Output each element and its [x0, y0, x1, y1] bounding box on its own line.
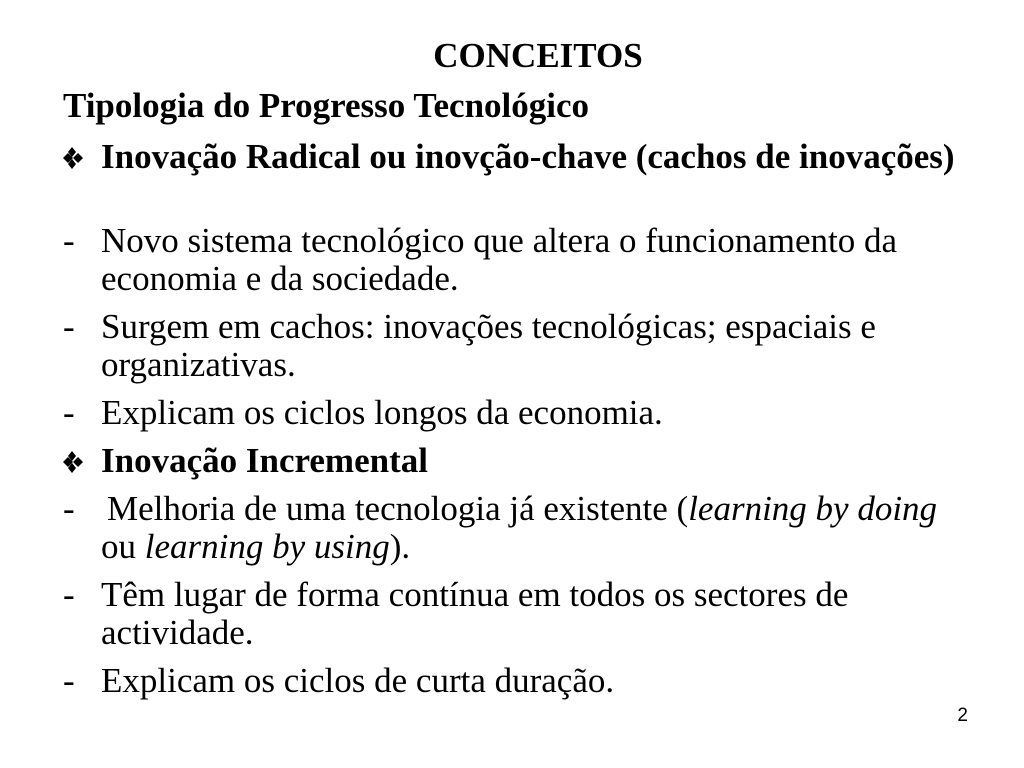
section-heading-text: Inovação Radical ou inovção-chave (cachos de inovações): [101, 137, 955, 176]
section-heading-radical: [63, 138, 963, 176]
section-heading-text: Inovação Incremental: [101, 441, 428, 480]
list-item: [63, 394, 963, 432]
dash-mark: -: [63, 661, 75, 700]
list-item: [63, 308, 963, 384]
list-item: [63, 662, 963, 700]
list-item-text: Têm lugar de forma contínua em todos os sectores de actividade.: [101, 575, 849, 652]
list-item-text: Melhoria de uma tecnologia já existente (learning by doing ou learning by using).: [101, 489, 938, 566]
list-item: [63, 222, 963, 298]
list-item-text: Explicam os ciclos longos da economia.: [101, 393, 663, 432]
italic-phrase: learning by doing: [688, 489, 938, 528]
slide-title: CONCEITOS: [433, 36, 643, 75]
list-item: [63, 576, 963, 652]
dash-mark: -: [63, 393, 75, 432]
slide-subtitle: Tipologia do Progresso Tecnológico: [63, 86, 590, 125]
dash-mark: -: [63, 221, 75, 260]
section-heading-incremental: [63, 442, 963, 480]
list-item-text: Explicam os ciclos de curta duração.: [101, 661, 615, 700]
dash-mark: -: [63, 489, 75, 528]
list-item-text: Surgem em cachos: inovações tecnológicas; espaciais e organizativas.: [101, 307, 876, 384]
diamond-bullet-icon: [63, 146, 97, 170]
page-number: 2: [957, 705, 968, 726]
italic-phrase: learning by using: [144, 527, 390, 566]
dash-mark: -: [63, 575, 75, 614]
list-item-text: Novo sistema tecnológico que altera o funcionamento da economia e da sociedade.: [101, 221, 897, 298]
dash-mark: -: [63, 307, 75, 346]
diamond-bullet-icon: [63, 450, 97, 474]
list-item: [63, 490, 963, 566]
